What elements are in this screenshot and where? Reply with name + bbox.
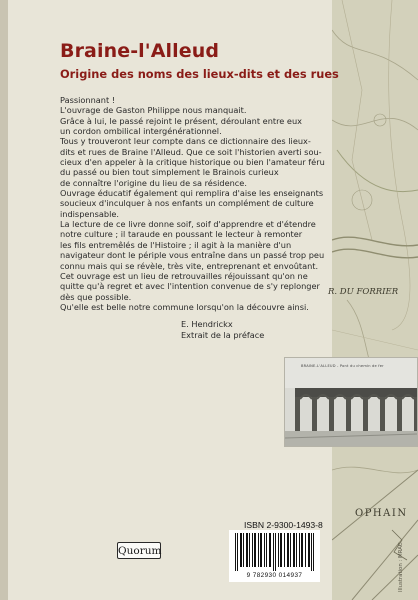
- text-line: L'ouvrage de Gaston Philippe nous manquait.: [60, 105, 247, 116]
- text-line: Qu'elle est belle notre commune lorsqu'on la découvre ainsi.: [60, 301, 309, 312]
- text-line: La lecture de ce livre donne soif, soif d'apprendre et d'étendre: [60, 219, 316, 230]
- text-line: navigateur dont le périple vous entraîne dans un passé trop peu: [60, 250, 325, 261]
- preface-signature: [181, 319, 264, 341]
- photo-caption: BRAINE-L'ALLEUD - Pont du chemin de fer: [301, 364, 384, 368]
- text-line: de connaître l'origine du lieu de sa résidence.: [60, 177, 247, 188]
- text-line: notre culture ; il taraude en poussant le lecteur à remonter: [60, 229, 303, 240]
- text-line: Tous y trouveront leur compte dans ce dictionnaire des lieux-: [60, 136, 311, 147]
- viaduct-postcard-photo: [284, 357, 418, 447]
- signature-name: E. Hendrickx: [181, 319, 233, 329]
- book-subtitle: Origine des noms des lieux-dits et des rues: [60, 67, 339, 81]
- text-line: Passionnant !: [60, 95, 116, 105]
- preface-excerpt: [60, 95, 332, 312]
- barcode-number: 9 782930 014937: [246, 572, 303, 579]
- text-line: soucieux d'inculquer à nos enfants un complément de culture: [60, 198, 314, 209]
- text-line: quitte qu'à regret et avec l'intention convenue de s'y replonger: [60, 281, 320, 292]
- map-label-ophain: OPHAIN: [355, 508, 408, 519]
- spine-edge: [0, 0, 8, 600]
- text-line: un cordon ombilical intergénérationnel.: [60, 126, 222, 137]
- text-line: Cet ouvrage est un lieu de retrouvailles réjouissant qu'on ne: [60, 270, 308, 281]
- text-line: dès que possible.: [60, 291, 132, 302]
- signature-role: Extrait de la préface: [181, 330, 265, 340]
- publisher-logo: Quorum: [117, 542, 161, 559]
- text-line: connu mais qui se révèle, très vite, entreprenant et envoûtant.: [60, 260, 319, 271]
- barcode-bars: [229, 530, 320, 572]
- text-line: dits et rues de Braine l'Alleud. Que ce soit l'historien averti sou-: [60, 146, 322, 157]
- text-line: indispensable.: [60, 208, 120, 219]
- text-line: Grâce à lui, le passé rejoint le présent, déroulant entre eux: [60, 115, 303, 126]
- map-label-forrier: R. DU FORRIER: [328, 287, 399, 297]
- text-line: les fils entremêlés de l'Histoire ; il agit à la manière d'un: [60, 239, 292, 250]
- barcode: [229, 530, 320, 582]
- book-title: Braine-l'Alleud: [60, 40, 220, 62]
- isbn-number: ISBN 2-9300-1493-8: [244, 520, 323, 530]
- text-line: Ouvrage éducatif également qui remplira d'aise les enseignants: [60, 188, 324, 199]
- illustration-credit: Illustration : MRAC: [398, 542, 404, 592]
- text-line: du passé ou bien tout simplement le Brainois curieux: [60, 167, 279, 178]
- text-line: cieux d'en appeler à la critique historique ou bien l'amateur féru: [60, 157, 325, 168]
- viaduct-image: [285, 358, 418, 447]
